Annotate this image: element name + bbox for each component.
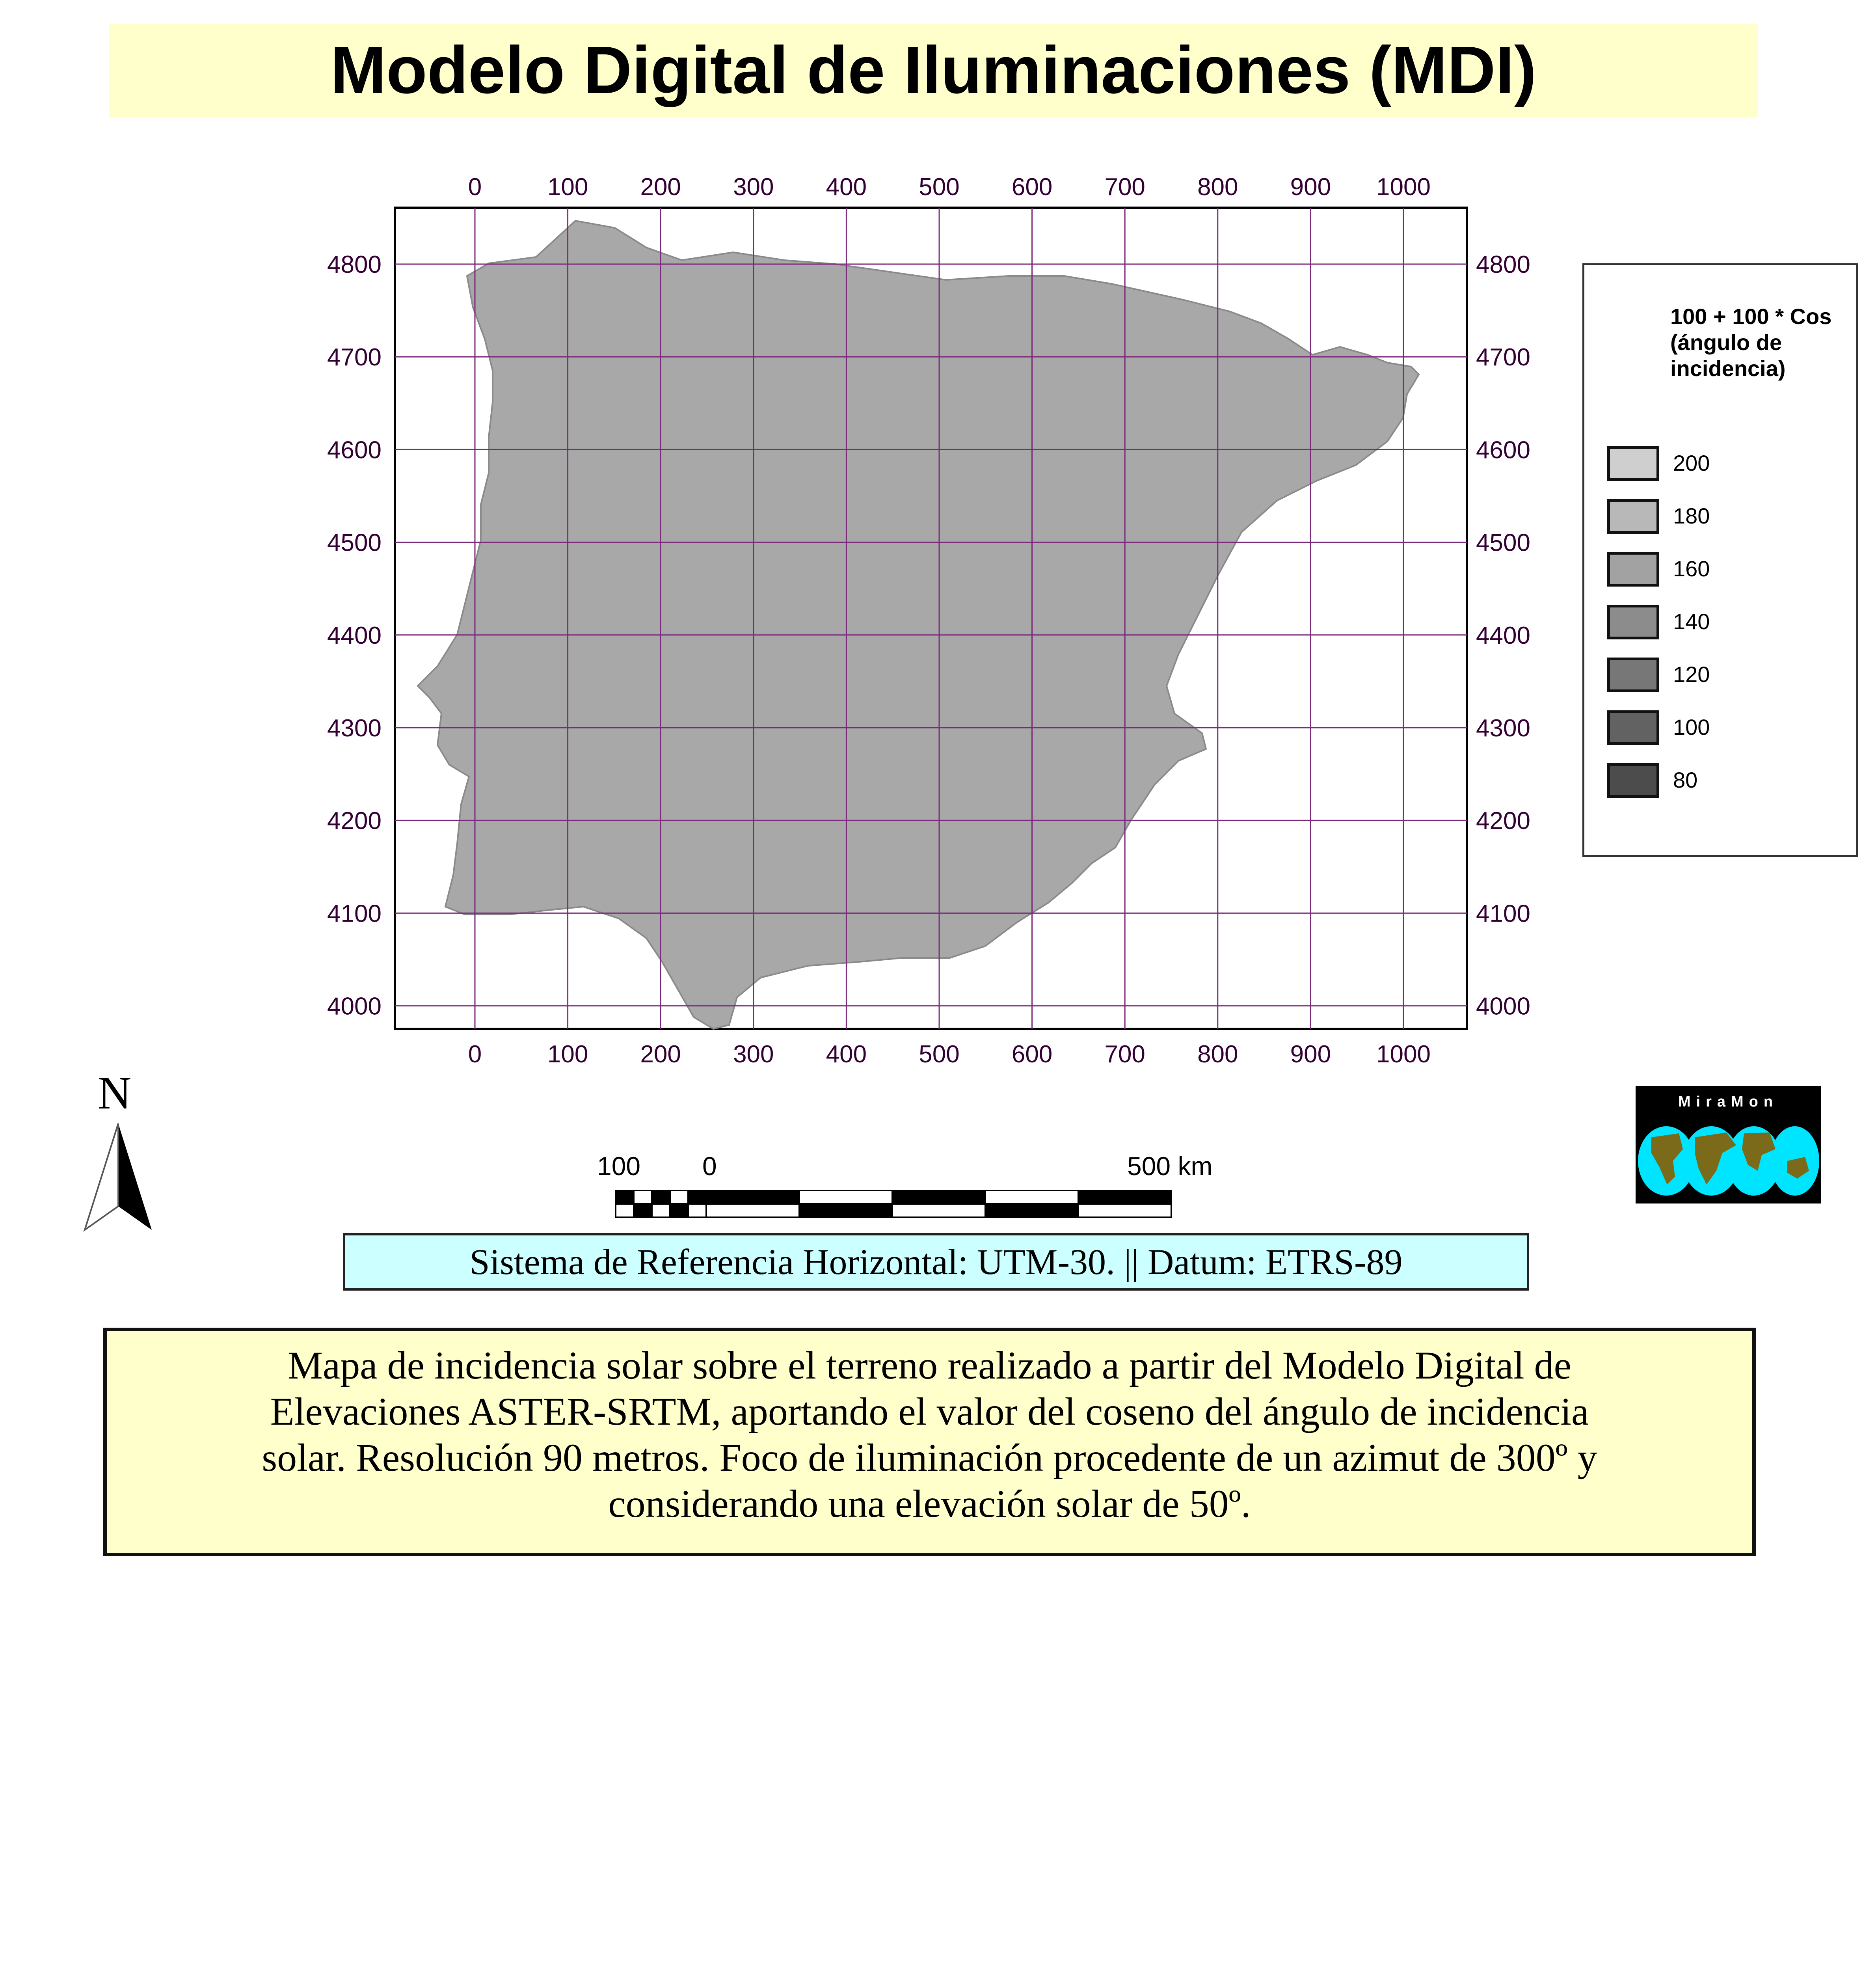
tick-label-x-bottom: 800	[1197, 1041, 1238, 1068]
tick-label-y-left: 4200	[327, 807, 382, 835]
tick-label-x-bottom: 700	[1104, 1041, 1145, 1068]
legend-swatch	[1607, 763, 1659, 798]
tick-label-y-right: 4500	[1476, 529, 1530, 557]
logo-text: MiraMon	[1678, 1094, 1779, 1110]
legend-label: 200	[1673, 451, 1710, 475]
tick-label-y-left: 4300	[327, 715, 382, 742]
north-arrow-icon	[75, 1116, 162, 1234]
tick-label-x-bottom: 200	[640, 1041, 681, 1068]
legend-label: 140	[1673, 609, 1710, 634]
tick-label-y-right: 4800	[1476, 251, 1530, 278]
tick-label-y-left: 4700	[327, 344, 382, 371]
tick-label-x-bottom: 1000	[1376, 1041, 1431, 1068]
tick-label-x-top: 400	[826, 173, 867, 201]
tick-label-x-top: 700	[1104, 173, 1145, 201]
tick-label-y-left: 4400	[327, 622, 382, 649]
scale-label-right: 500 km	[1127, 1151, 1213, 1181]
legend-swatch	[1607, 446, 1659, 481]
legend-label: 80	[1673, 768, 1698, 792]
tick-label-x-bottom: 600	[1011, 1041, 1053, 1068]
tick-label-y-right: 4200	[1476, 807, 1530, 835]
tick-label-x-top: 300	[733, 173, 774, 201]
scale-bar	[615, 1190, 1178, 1218]
tick-label-y-left: 4800	[327, 251, 382, 278]
tick-label-x-bottom: 900	[1290, 1041, 1331, 1068]
tick-label-y-right: 4600	[1476, 436, 1530, 464]
scale-label-left: 100	[597, 1151, 641, 1181]
tick-label-y-left: 4500	[327, 529, 382, 557]
tick-label-x-top: 500	[919, 173, 960, 201]
legend-swatch	[1607, 552, 1659, 587]
tick-label-x-bottom: 500	[919, 1041, 960, 1068]
tick-label-x-top: 100	[547, 173, 588, 201]
tick-label-x-bottom: 300	[733, 1041, 774, 1068]
tick-label-x-top: 1000	[1376, 173, 1431, 201]
tick-label-x-bottom: 100	[547, 1041, 588, 1068]
north-letter: N	[98, 1067, 132, 1119]
tick-label-x-top: 900	[1290, 173, 1331, 201]
page-title: Modelo Digital de Iluminaciones (MDI)	[109, 24, 1758, 117]
legend-swatch	[1607, 605, 1659, 639]
scale-label-zero: 0	[702, 1151, 717, 1181]
tick-label-x-bottom: 400	[826, 1041, 867, 1068]
tick-label-x-top: 200	[640, 173, 681, 201]
map-description: Mapa de incidencia solar sobre el terreno realizado a partir del Modelo Digital de Elevaciones ASTER-SRTM, aportando el valor del coseno del ángulo de incidencia solar. Resolución 90 metros. Foco de iluminación procedente de un azimut de 300º y considerando una elevación solar de 50º.	[103, 1328, 1756, 1556]
legend-label: 120	[1673, 662, 1710, 687]
tick-label-y-right: 4300	[1476, 715, 1530, 742]
legend-swatch	[1607, 658, 1659, 692]
tick-label-y-right: 4100	[1476, 900, 1530, 928]
tick-label-x-top: 0	[468, 173, 482, 201]
tick-label-x-top: 800	[1197, 173, 1238, 201]
reference-system-box: Sistema de Referencia Horizontal: UTM-30. || Datum: ETRS-89	[343, 1233, 1529, 1291]
tick-label-y-right: 4400	[1476, 622, 1530, 649]
legend-label: 100	[1673, 715, 1710, 740]
tick-label-y-left: 4100	[327, 900, 382, 928]
tick-label-x-bottom: 0	[468, 1041, 482, 1068]
tick-label-x-top: 600	[1011, 173, 1053, 201]
legend-swatch	[1607, 710, 1659, 745]
legend-swatch	[1607, 499, 1659, 534]
tick-label-y-right: 4000	[1476, 993, 1530, 1020]
legend-label: 180	[1673, 503, 1710, 528]
miramon-world-logo	[1636, 1086, 1821, 1203]
tick-label-y-left: 4000	[327, 993, 382, 1020]
legend-title: 100 + 100 * Cos (ángulo de incidencia)	[1670, 304, 1832, 381]
tick-label-y-right: 4700	[1476, 344, 1530, 371]
legend-label: 160	[1673, 556, 1710, 581]
tick-label-y-left: 4600	[327, 436, 382, 464]
